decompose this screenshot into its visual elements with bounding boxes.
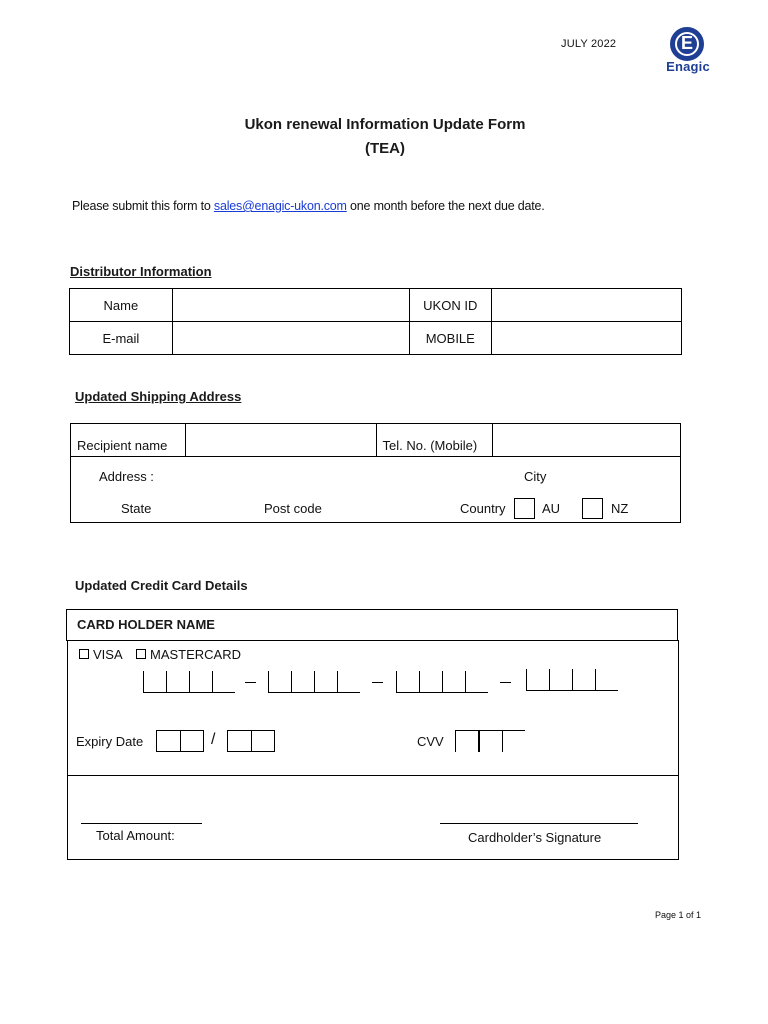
- logo-glyph: E: [680, 33, 693, 53]
- expiry-label: Expiry Date: [76, 734, 144, 749]
- name-field[interactable]: [172, 289, 409, 322]
- mobile-field[interactable]: [491, 322, 681, 355]
- card-holder-label: CARD HOLDER NAME: [77, 617, 215, 632]
- form-title: Ukon renewal Information Update Form: [244, 116, 526, 133]
- name-label: Name: [70, 289, 173, 322]
- signature-label: Cardholder’s Signature: [468, 830, 602, 845]
- expiry-slash: /: [211, 731, 216, 748]
- visa-label: VISA: [93, 647, 123, 662]
- enagic-logo: [662, 27, 714, 77]
- email-field[interactable]: [172, 322, 409, 355]
- nz-checkbox[interactable]: [582, 498, 603, 519]
- nz-label: NZ: [611, 501, 629, 516]
- mastercard-checkbox[interactable]: [136, 649, 146, 659]
- logo-word: Enagic: [666, 59, 710, 74]
- card-number-group-2[interactable]: [268, 671, 360, 693]
- cvv-field[interactable]: [455, 730, 525, 752]
- expiry-month-field[interactable]: [156, 730, 204, 752]
- mobile-label: MOBILE: [409, 322, 491, 355]
- sales-email-link[interactable]: sales@enagic-ukon.com: [213, 199, 347, 213]
- au-label: AU: [542, 501, 561, 516]
- cvv-label: CVV: [417, 734, 444, 749]
- distributor-table: [69, 288, 682, 355]
- total-amount-line[interactable]: [81, 823, 202, 824]
- credit-card-heading: Updated Credit Card Details: [75, 578, 248, 593]
- card-number-dash: [500, 682, 511, 683]
- recipient-label: Recipient name: [71, 424, 186, 457]
- total-amount-label: Total Amount:: [96, 828, 175, 843]
- state-label: State: [121, 501, 152, 516]
- card-number-group-3[interactable]: [396, 671, 488, 693]
- mastercard-label: MASTERCARD: [150, 647, 242, 662]
- shipping-heading: Updated Shipping Address: [75, 389, 242, 404]
- signature-line[interactable]: [440, 823, 638, 824]
- card-divider: [67, 775, 679, 776]
- ukon-id-label: UKON ID: [409, 289, 491, 322]
- card-number-dash: [372, 682, 383, 683]
- au-checkbox[interactable]: [514, 498, 535, 519]
- instr-prefix: Please submit this form to: [72, 199, 214, 213]
- shipping-recipient-table: [70, 423, 681, 457]
- ukon-id-field[interactable]: [491, 289, 681, 322]
- card-number-group-1[interactable]: [143, 671, 235, 693]
- form-subtitle: (TEA): [365, 140, 405, 157]
- visa-checkbox[interactable]: [79, 649, 89, 659]
- country-label: Country: [460, 501, 506, 516]
- recipient-field[interactable]: [185, 424, 376, 457]
- submission-instructions: [72, 199, 545, 213]
- postcode-label: Post code: [264, 501, 322, 516]
- tel-field[interactable]: [493, 424, 681, 457]
- form-date: JULY 2022: [561, 38, 617, 50]
- address-label: Address :: [99, 469, 154, 484]
- expiry-year-field[interactable]: [227, 730, 275, 752]
- page-number: Page 1 of 1: [655, 910, 702, 920]
- tel-label: Tel. No. (Mobile): [376, 424, 493, 457]
- card-number-group-4[interactable]: [526, 669, 618, 691]
- card-number-dash: [245, 682, 256, 683]
- email-label: E-mail: [70, 322, 173, 355]
- instr-suffix: one month before the next due date.: [346, 199, 545, 213]
- city-label: City: [524, 469, 547, 484]
- distributor-heading: Distributor Information: [70, 264, 212, 279]
